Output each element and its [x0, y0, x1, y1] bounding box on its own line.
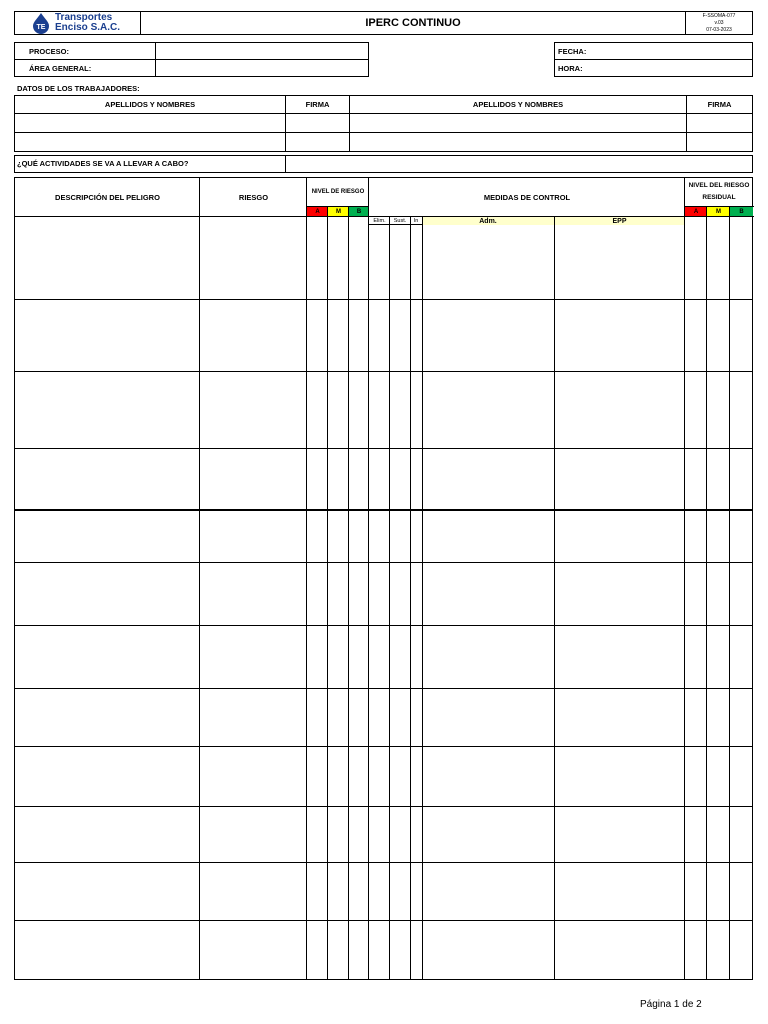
residual-b-cell: B [730, 206, 753, 216]
page-title [140, 11, 686, 35]
sub-in: In [413, 218, 419, 224]
nivel-header-divider [307, 206, 369, 207]
worker-sign-field[interactable] [687, 114, 753, 133]
row-line [15, 371, 752, 372]
level-a-cell: A [307, 206, 328, 216]
residual-header-divider [685, 206, 754, 207]
workers-table [14, 95, 753, 152]
sub-epp: EPP [554, 217, 685, 225]
row-line [15, 509, 752, 511]
workers-col-sign-1: FIRMA [286, 96, 350, 114]
document-code: F-SSOMA-077 [702, 13, 736, 19]
col-line [389, 216, 390, 979]
col-residual-header: NIVEL DEL RIESGO RESIDUAL [688, 182, 750, 201]
level-m-cell: M [328, 206, 349, 216]
col-descripcion-header: DESCRIPCIÓN DEL PELIGRO [55, 192, 160, 202]
worker-sign-field[interactable] [687, 133, 753, 152]
col-line [554, 216, 555, 979]
col-line [729, 206, 730, 979]
row-line [15, 746, 752, 747]
worker-sign-field[interactable] [286, 114, 350, 133]
workers-col-names-2: APELLIDOS Y NOMBRES [350, 96, 687, 114]
worker-name-field[interactable] [350, 114, 687, 133]
proceso-label: PROCESO: [15, 43, 156, 60]
workers-col-sign-2: FIRMA [687, 96, 753, 114]
process-info-table [14, 42, 369, 77]
area-label: ÁREA GENERAL: [15, 60, 156, 77]
sub-adm: Adm. [422, 217, 554, 225]
residual-m-cell: M [707, 206, 730, 216]
company-name-line2: Enciso S.A.C. [55, 22, 121, 33]
col-medidas-header: MEDIDAS DE CONTROL [483, 192, 571, 202]
activities-row [14, 155, 753, 173]
col-line [422, 216, 423, 979]
worker-name-field[interactable] [15, 114, 286, 133]
page-title-text: IPERC CONTINUO [365, 17, 461, 29]
date-info-table [554, 42, 753, 77]
row-line [15, 806, 752, 807]
document-meta [685, 11, 753, 35]
control-subheader [369, 216, 685, 225]
level-b-cell: B [349, 206, 369, 216]
row-line [15, 862, 752, 863]
activities-field[interactable] [285, 155, 753, 173]
company-logo-icon [30, 12, 52, 34]
worker-name-field[interactable] [15, 133, 286, 152]
col-nivel-header: NIVEL DE RIESGO [311, 189, 365, 195]
company-name-line1: Transportes [55, 12, 113, 23]
svg-text:TE: TE [36, 24, 46, 31]
col-line [706, 206, 707, 979]
row-line [15, 448, 752, 449]
sub-elim: Elim. [373, 218, 386, 224]
header-divider-right [685, 216, 754, 217]
hora-label: HORA: [555, 60, 753, 77]
row-line [15, 625, 752, 626]
col-riesgo-header: RIESGO [238, 192, 269, 202]
row-line [15, 562, 752, 563]
row-line [15, 688, 752, 689]
workers-section-label: DATOS DE LOS TRABAJADORES: [17, 84, 140, 93]
page-number: Página 1 de 2 [640, 999, 702, 1010]
workers-col-names-1: APELLIDOS Y NOMBRES [15, 96, 286, 114]
activities-label: ¿QUÉ ACTIVIDADES SE VA A LLEVAR A CABO? [17, 159, 189, 168]
area-field[interactable] [156, 60, 369, 77]
document-date: 07-03-2023 [706, 27, 732, 33]
col-line [348, 206, 349, 979]
document-version: v.03 [714, 20, 724, 26]
col-line [327, 206, 328, 979]
sub-sust: Sust. [393, 218, 407, 224]
header-divider-left [15, 216, 369, 217]
fecha-label: FECHA: [555, 43, 753, 60]
col-line [410, 216, 411, 979]
company-name [55, 13, 120, 33]
worker-name-field[interactable] [350, 133, 687, 152]
hazard-table [14, 177, 753, 980]
worker-sign-field[interactable] [286, 133, 350, 152]
header-logo-cell [14, 11, 141, 35]
proceso-field[interactable] [156, 43, 369, 60]
residual-a-cell: A [685, 206, 707, 216]
row-line [15, 920, 752, 921]
row-line [15, 299, 752, 300]
